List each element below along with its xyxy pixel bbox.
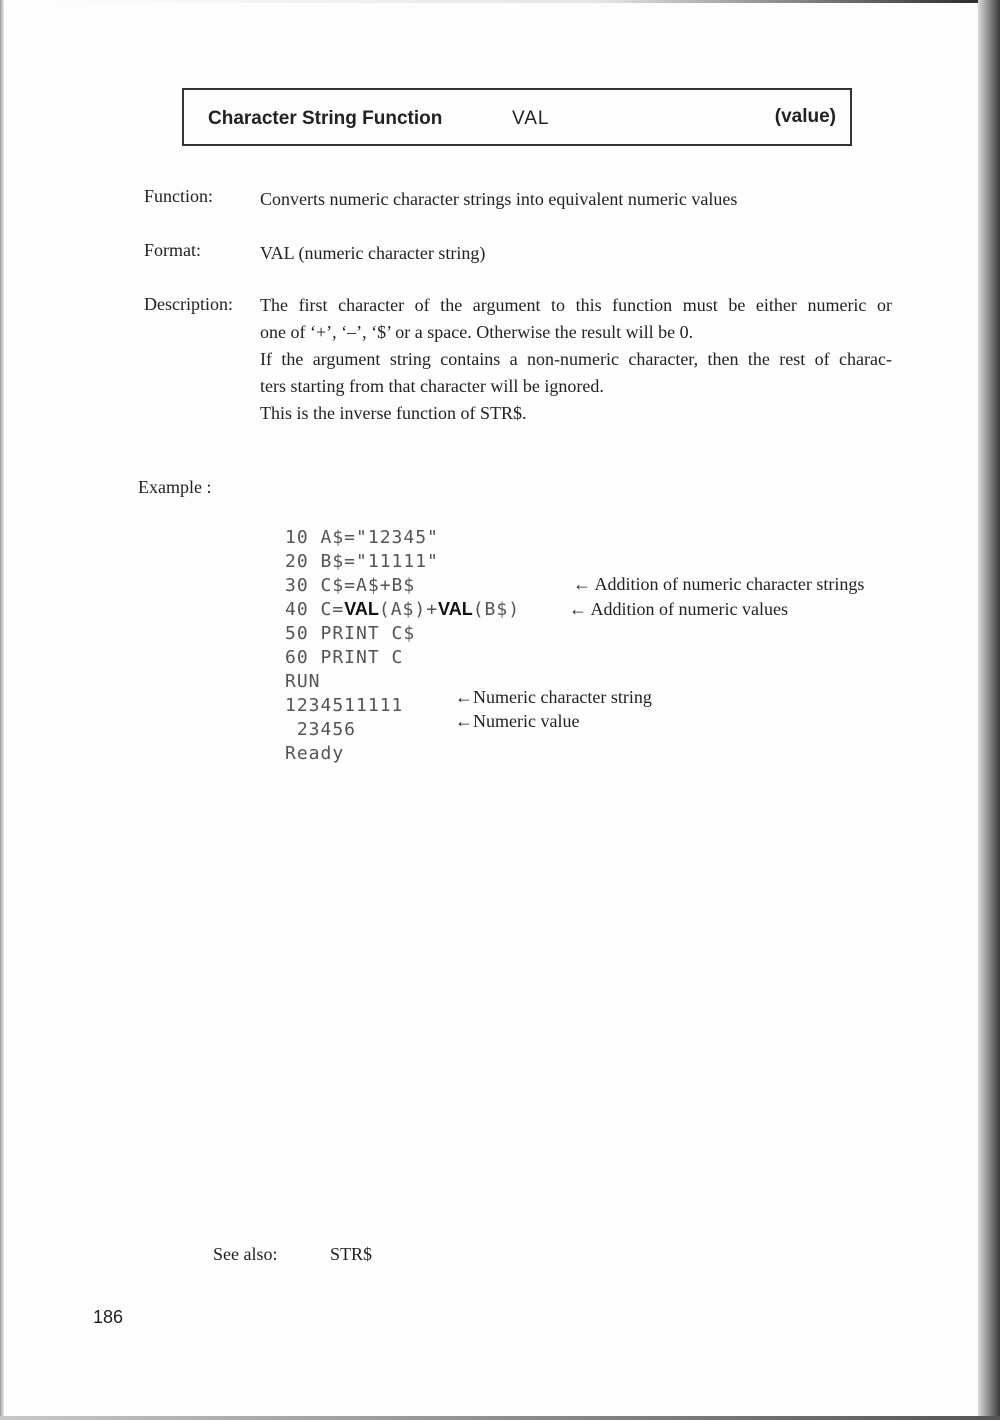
annotation-value-output: ←Numeric value [455, 711, 580, 731]
code-line: 30 C$=A$+B$ [285, 575, 416, 596]
code-segment: (B$) [472, 599, 521, 620]
code-line: 60 PRINT C [285, 647, 404, 668]
function-header-box [182, 88, 852, 146]
header-function-meaning: (value) [774, 106, 836, 127]
code-line: RUN [285, 671, 321, 692]
book-spine-shadow [978, 0, 1000, 1420]
description-line: The first character of the argument to this function must be either numeric or [260, 295, 892, 315]
header-function-name: VAL [512, 108, 550, 129]
page-left-edge [0, 0, 4, 1420]
code-output-line: 23456 [285, 719, 357, 740]
description-text [260, 292, 892, 427]
see-also-value: STR$ [330, 1244, 373, 1264]
description-line: ters starting from that character will be ignored. [260, 376, 604, 396]
code-keyword-val: VAL [344, 599, 379, 619]
annotation-string-addition: ← Addition of numeric character strings [573, 574, 865, 594]
format-text: VAL (numeric character string) [260, 243, 486, 263]
header-category: Character String Function [208, 108, 443, 129]
function-label: Function: [144, 186, 214, 206]
example-label: Example : [138, 477, 212, 497]
description-label: Description: [144, 294, 233, 314]
page-top-edge [0, 0, 1000, 3]
code-output-line: 1234511111 [285, 695, 404, 716]
code-segment: 40 C= [285, 599, 345, 620]
description-line: This is the inverse function of STR$. [260, 403, 527, 423]
description-line: If the argument string contains a non-numeric character, then the rest of charac- [260, 349, 892, 369]
code-output-line: Ready [285, 743, 345, 764]
code-line [285, 599, 520, 620]
code-keyword-val: VAL [438, 599, 473, 619]
description-line: one of ‘+’, ‘–’, ‘$’ or a space. Otherwise the result will be 0. [260, 322, 694, 342]
annotation-value-addition: ← Addition of numeric values [569, 599, 788, 619]
function-text: Converts numeric character strings into equivalent numeric values [260, 189, 738, 209]
page-number: 186 [93, 1307, 124, 1327]
annotation-string-output: ←Numeric character string [455, 687, 652, 707]
code-line: 20 B$="11111" [285, 551, 439, 572]
see-also-label: See also: [213, 1244, 278, 1264]
code-line: 10 A$="12345" [285, 527, 439, 548]
code-line: 50 PRINT C$ [285, 623, 416, 644]
format-label: Format: [144, 240, 201, 260]
code-segment: (A$)+ [378, 599, 439, 620]
page-bottom-edge [0, 1416, 1000, 1420]
